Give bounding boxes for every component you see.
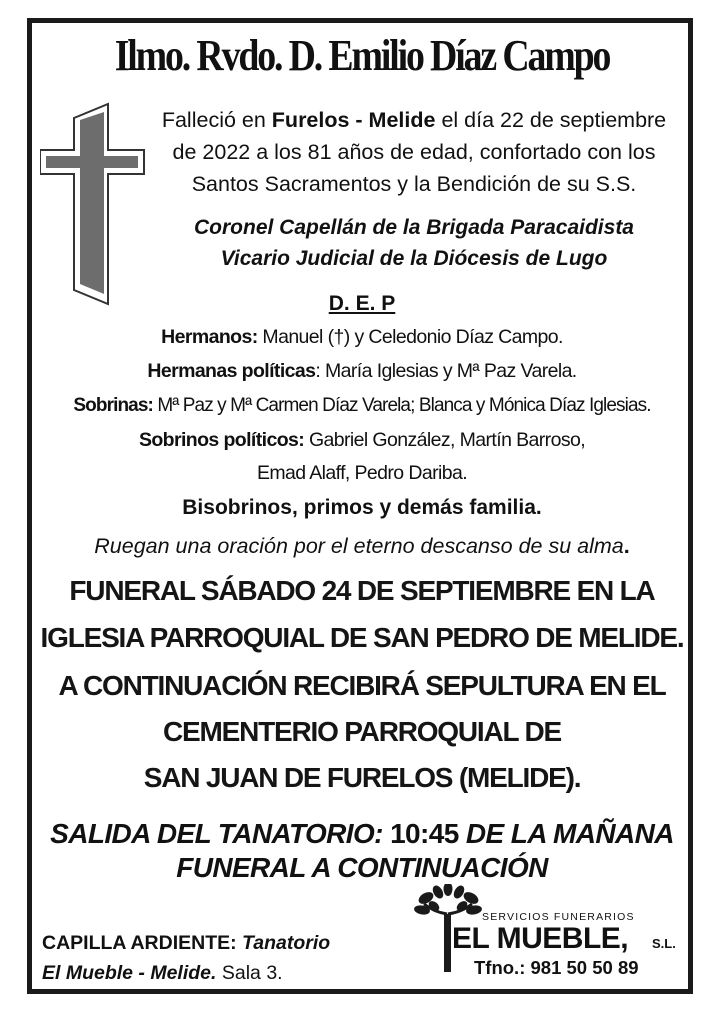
salida-suffix: DE LA MAÑANA [458, 818, 674, 849]
logo-subtitle: SERVICIOS FUNERARIOS [482, 911, 635, 923]
role-line-2: Vicario Judicial de la Diócesis de Lugo [220, 247, 608, 270]
funeral-follow: FUNERAL A CONTINUACIÓN [176, 852, 548, 883]
death-announcement [150, 104, 678, 200]
role-line-1: Coronel Capellán de la Brigada Paracaidista [194, 216, 634, 239]
family-sobrinas [0, 395, 724, 417]
family-names: : María Iglesias y Mª Paz Varela. [315, 360, 577, 382]
family-label: Hermanas políticas [147, 360, 316, 382]
logo-name: EL MUEBLE, [452, 922, 629, 955]
cross-icon [40, 102, 148, 306]
funeral-line-1: FUNERAL SÁBADO 24 DE SEPTIEMBRE EN LA [69, 575, 655, 606]
funeral-line-3: A CONTINUACIÓN RECIBIRÁ SEPULTURA EN EL [58, 670, 666, 701]
funeral-home-logo [412, 884, 684, 980]
funeral-line-2: IGLESIA PARROQUIAL DE SAN PEDRO DE MELIDE. [40, 622, 684, 653]
salida-label: SALIDA DEL TANATORIO: [50, 818, 391, 849]
place-of-death: Furelos - Melide [271, 108, 436, 132]
dep-heading: D. E. P [328, 292, 396, 315]
family-label: Hermanos: [161, 326, 258, 348]
capilla-place: Tanatorio [236, 932, 331, 954]
capilla-location: El Mueble - Melide. [42, 962, 217, 984]
family-names: Mª Paz y Mª Carmen Díaz Varela; Blanca y Mónica Díaz Iglesias. [152, 395, 651, 416]
logo-phone: Tfno.: 981 50 50 89 [474, 957, 639, 978]
family-hermanas [0, 360, 724, 383]
capilla-label: CAPILLA ARDIENTE: [42, 932, 237, 954]
funeral-line-5: SAN JUAN DE FURELOS (MELIDE). [143, 762, 581, 793]
funeral-line-4: CEMENTERIO PARROQUIAL DE [163, 716, 561, 747]
family-bisobrinos: Bisobrinos, primos y demás familia. [182, 496, 542, 519]
family-names: Manuel (†) y Celedonio Díaz Campo. [257, 326, 563, 348]
prayer-dot: . [623, 534, 630, 558]
family-names: Gabriel González, Martín Barroso, [304, 429, 586, 451]
intro-text: el día 22 de septiembre [435, 108, 667, 132]
intro-line-3: Santos Sacramentos y la Bendición de su S.S. [191, 172, 637, 196]
family-label: Sobrinos políticos: [138, 429, 305, 451]
salida-time: 10:45 [390, 818, 459, 849]
family-sobrinos [0, 429, 724, 452]
prayer-line [0, 534, 724, 559]
family-sobrinos-2: Emad Alaff, Pedro Dariba. [256, 462, 468, 484]
capilla-ardiente [42, 928, 330, 988]
intro-text: Falleció en [161, 108, 272, 132]
roles [150, 212, 678, 274]
salida-line [0, 818, 724, 850]
family-label: Sobrinas: [73, 395, 153, 416]
logo-suffix: S.L. [652, 936, 676, 951]
intro-line-2: de 2022 a los 81 años de edad, confortado con los [172, 140, 656, 164]
prayer-text: Ruegan una oración por el eterno descanso de su alma [94, 534, 624, 558]
family-hermanos [0, 326, 724, 349]
capilla-room: Sala 3. [216, 962, 283, 984]
deceased-name: Ilmo. Rvdo. D. Emilio Díaz Campo [114, 31, 610, 80]
